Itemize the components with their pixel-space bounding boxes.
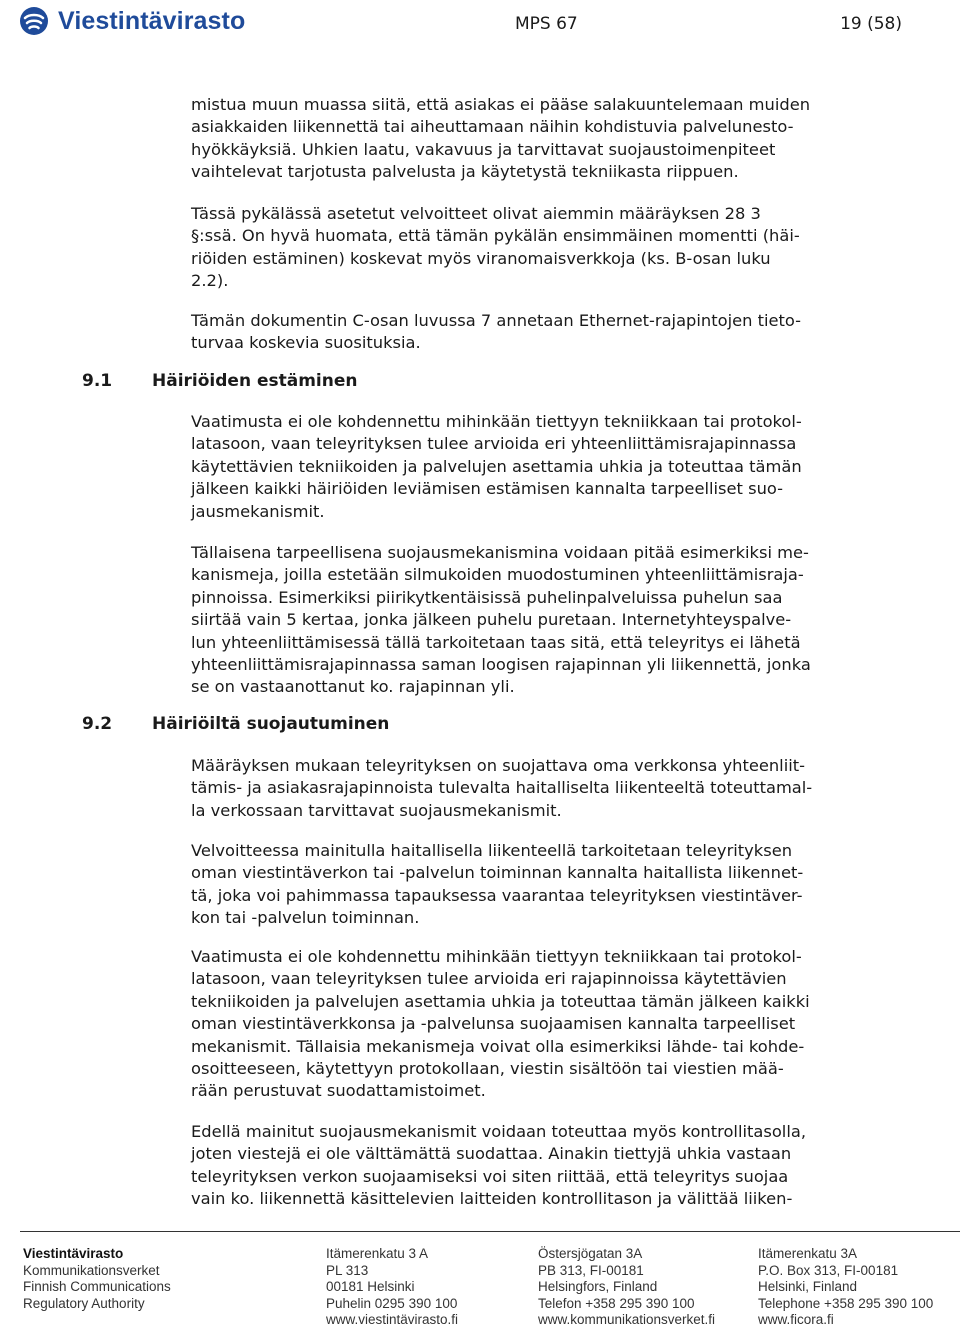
footer-line: 00181 Helsinki <box>326 1279 415 1295</box>
footer-divider <box>20 1231 960 1232</box>
logo-mark-icon <box>18 6 50 36</box>
footer-link[interactable]: www.viestintävirasto.fi <box>326 1312 459 1328</box>
paragraph: Tällaisena tarpeellisena suojausmekanismina voidaan pitää esimerkiksi me- kanismeja, joilla estetään silmukoiden muodostuminen yhteenliittämisraja- pinnoissa. Esimerkiksi piirikytkentäisissä puhelinpalveluissa puhelun saa siirtää vain 5 kertaa, jonka jälkeen puhelu puretaan. Internetyhteyspalve- lun yhteenliittämisessä tällä tarkoitetaan taas sitä, että teleyritys ei lähetä yhteenliittämisrajapinnassa saman loogisen rajapinnan yli liikennettä, jonka se on vastaanottanut ko. rajapinnan yli. <box>191 543 811 697</box>
paragraph: Vaatimusta ei ole kohdennettu mihinkään tiettyyn tekniikkaan tai protokol- latasoon, vaan teleyrityksen tulee arvioida eri rajapinnoissa käytettävien tekniikoiden ja palvelujen asettamia uhkia ja toteuttaa tämän jälkeen kaikki oman viestintäverkkonsa ja -palvelunsa suojaamisen kannalta tarpeelliset mekanismit. Tällaisia mekanismeja voivat olla esimerkiksi lähde- tai kohde- osoitteeseen, käytettyyn protokollaan, viestin sisältöön tai viestien mää- rään perustuvat suodattamistoimet. <box>191 947 810 1101</box>
footer-line: P.O. Box 313, FI-00181 <box>758 1262 899 1278</box>
footer-line: Telephone +358 295 390 100 <box>758 1295 934 1311</box>
footer-link[interactable]: www.ficora.fi <box>758 1312 834 1328</box>
footer-line: PL 313 <box>326 1262 369 1278</box>
document-id: MPS 67 <box>515 14 578 34</box>
footer-line: PB 313, FI-00181 <box>538 1262 644 1278</box>
paragraph: Määräyksen mukaan teleyrityksen on suojattava oma verkkonsa yhteenliit- tämis- ja asiakasrajapinnoista tulevalta haitalliselta liikenteeltä toteuttamal- la verkossaan tarvittavat suojausmekanismit. <box>191 756 813 820</box>
footer-line: Östersjögatan 3A <box>538 1246 643 1261</box>
footer-line: Telefon +358 295 390 100 <box>538 1295 695 1311</box>
footer-address-en <box>758 1246 933 1329</box>
paragraph: Tämän dokumentin C-osan luvussa 7 annetaan Ethernet-rajapintojen tieto- turvaa koskevia suosituksia. <box>191 311 802 353</box>
paragraph: Edellä mainitut suojausmekanismit voidaan toteuttaa myös kontrollitasolla, joten viestejä ei ole välttämättä suodattaa. Ainakin tiettyjä uhkia vastaan teleyrityksen verkon suojaamiseksi voi siten riittää, että teleyritys suojaa vain ko. liikennettä käsittelevien laitteiden kontrollitason ja välittää liiken- <box>191 1122 806 1209</box>
paragraph: Vaatimusta ei ole kohdennettu mihinkään tiettyyn tekniikkaan tai protokol- latasoon, vaan teleyrityksen tulee arvioida eri yhteenliittämisrajapinnassa käytettävien tekniikoiden ja palvelujen asettamia uhkia ja toteuttaa tämän jälkeen kaikki häiriöiden leviämisen estämisen kannalta tarpeelliset suo- jausmekanismit. <box>191 412 802 521</box>
footer-line: Kommunikationsverket <box>23 1262 160 1278</box>
page-number: 19 (58) <box>840 14 902 34</box>
footer-line: Regulatory Authority <box>23 1295 145 1311</box>
section-title: Häiriöiltä suojautuminen <box>152 714 390 734</box>
section-heading-9-2 <box>82 714 389 734</box>
section-title: Häiriöiden estäminen <box>152 371 358 391</box>
footer-line: Puhelin 0295 390 100 <box>326 1295 458 1311</box>
paragraph: mistua muun muassa siitä, että asiakas ei pääse salakuuntelemaan muiden asiakkaiden liikennettä tai aiheuttamaan näihin kohdistuvia palvelunesto- hyökkäyksiä. Uhkien laatu, vakavuus ja tarvittavat suojaustoimenpiteet vaihtelevat tarjotusta palvelusta ja käytetystä tekniikasta riippuen. <box>191 95 811 182</box>
footer-address-fi <box>326 1246 458 1329</box>
logo <box>18 6 245 36</box>
paragraph: Tässä pykälässä asetetut velvoitteet olivat aiemmin määräyksen 28 3 §:ssä. On hyvä huomata, että tämän pykälän ensimmäinen momentti (häi- riöiden estäminen) koskevat myös viranomaisverkkoja (ks. B-osan luku 2.2). <box>191 204 800 291</box>
footer-address-sv <box>538 1246 715 1329</box>
footer-line: Finnish Communications <box>23 1279 171 1295</box>
page-header <box>0 0 960 50</box>
logo-text: Viestintävirasto <box>58 6 246 35</box>
footer-agency-names <box>23 1246 171 1312</box>
footer-link[interactable]: www.kommunikationsverket.fi <box>538 1312 716 1328</box>
footer-line: Itämerenkatu 3 A <box>326 1246 429 1261</box>
paragraph: Velvoitteessa mainitulla haitallisella liikenteellä tarkoitetaan teleyrityksen oman viestintäverkon tai -palvelun toiminnan kannalta haitallista liikennet- tä, joka voi pahimmassa tapauksessa vaarantaa teleyrityksen viestintäver- kon tai -palvelun toiminnan. <box>191 841 804 928</box>
section-heading-9-1 <box>82 371 358 391</box>
footer-line: Viestintävirasto <box>23 1246 124 1261</box>
section-number: 9.2 <box>82 714 113 734</box>
footer-line: Helsinki, Finland <box>758 1279 858 1295</box>
footer-line: Helsingfors, Finland <box>538 1279 658 1295</box>
footer-line: Itämerenkatu 3A <box>758 1246 858 1261</box>
section-number: 9.1 <box>82 371 113 391</box>
